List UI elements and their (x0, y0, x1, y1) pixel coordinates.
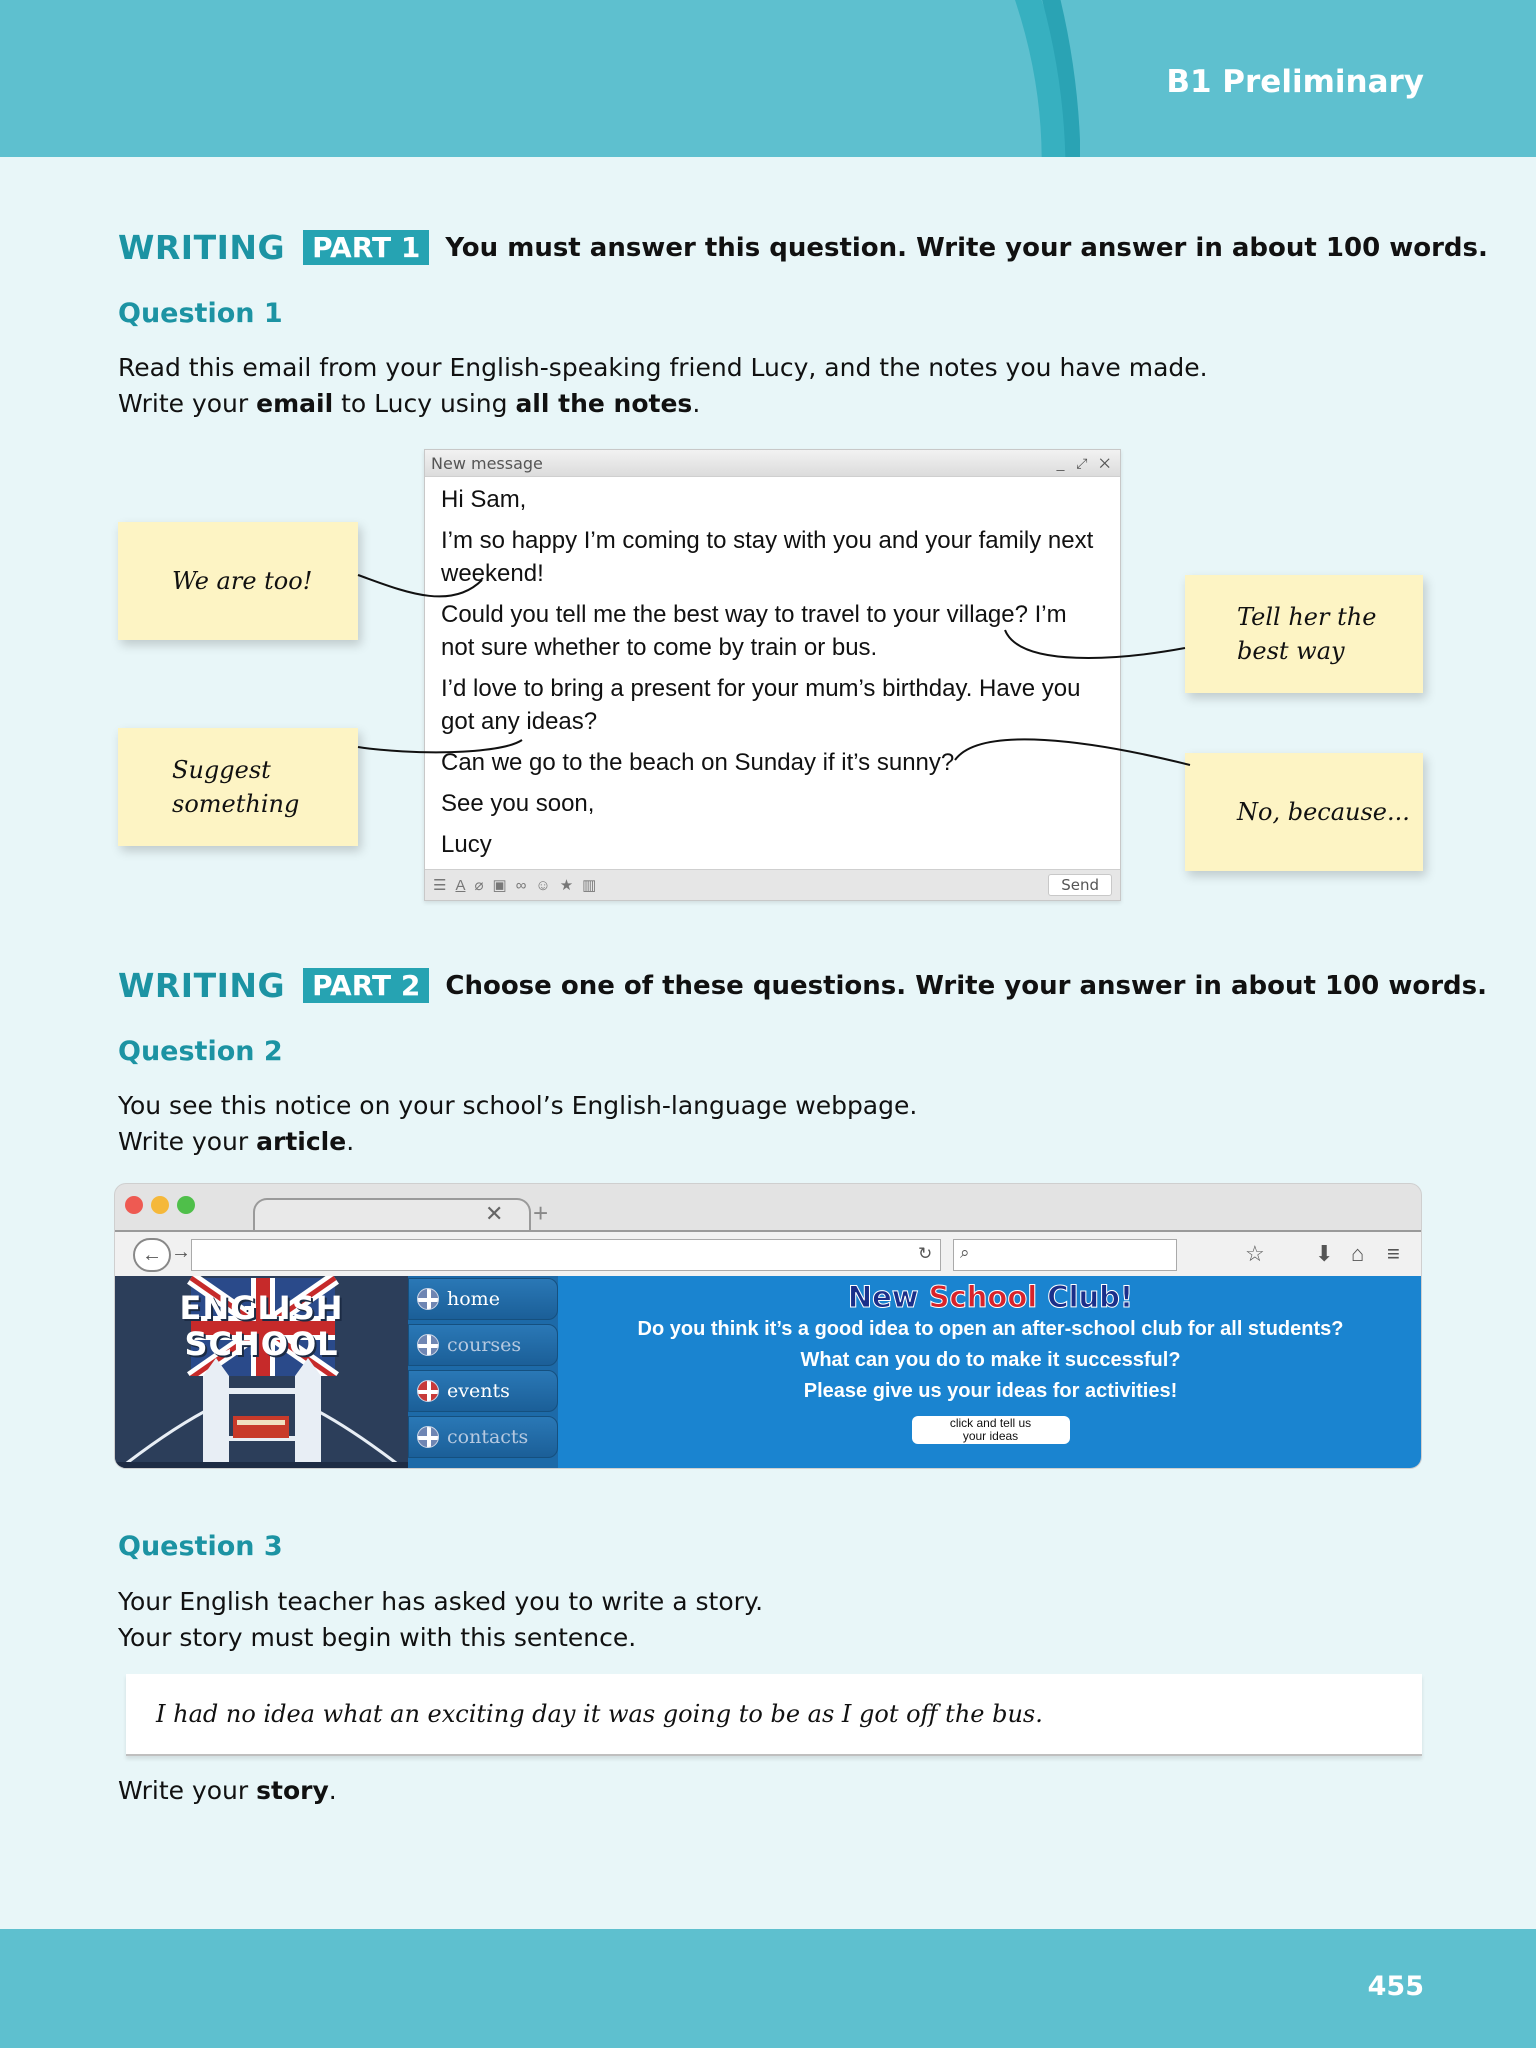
note-tell-her: Tell her the best way (1185, 575, 1423, 693)
email-toolbar (425, 869, 1120, 900)
question-2-line-1: You see this notice on your school’s English-language webpage. (118, 1091, 918, 1120)
footer-band (0, 1929, 1536, 2048)
minimize-window-dot[interactable] (151, 1196, 169, 1214)
trash-icon[interactable]: ▥ (582, 877, 597, 894)
question-2-line-2: Write your article. (118, 1127, 355, 1156)
new-tab-icon[interactable]: + (533, 1198, 549, 1228)
star-icon[interactable]: ★ (559, 877, 574, 894)
email-titlebar (425, 450, 1120, 477)
question-3-line-1: Your English teacher has asked you to write a story. (118, 1587, 764, 1616)
part2-writing-label: WRITING (118, 966, 286, 1005)
home-icon[interactable]: ⌂ (1351, 1241, 1365, 1266)
email-paragraph: Could you tell me the best way to travel to your village? I’m not sure whether to come by train or bus. (441, 601, 1067, 661)
browser-search-input[interactable] (953, 1239, 1177, 1271)
browser-nav-row (115, 1230, 1421, 1276)
page-number: 455 (1367, 1971, 1424, 2002)
url-input[interactable] (191, 1239, 941, 1271)
note-we-are-too: We are too! (118, 522, 358, 640)
story-opening-sentence: I had no idea what an exciting day it was going to be as I got off the bus. (126, 1674, 1422, 1756)
email-paragraph: See you soon, (441, 790, 595, 817)
flag-icon (417, 1426, 439, 1448)
question-1-line-1: Read this email from your English-speaking friend Lucy, and the notes you have made. (118, 353, 1208, 382)
search-icon: ⌕ (960, 1243, 970, 1262)
attach-icon[interactable]: ⌀ (474, 877, 484, 894)
question-1-line-2: Write your email to Lucy using all the notes. (118, 389, 701, 418)
question-3-instruction: Write your story. (118, 1776, 337, 1805)
part2-instruction: Choose one of these questions. Write your answer in about 100 words. (445, 970, 1487, 1001)
promo-title: New School Club! (847, 1280, 1134, 1314)
close-window-dot[interactable] (125, 1196, 143, 1214)
send-button[interactable]: Send (1048, 874, 1112, 896)
english-school-logo (115, 1276, 408, 1469)
promo-line: Do you think it’s a good idea to open an after-school club for all students? (637, 1318, 1344, 1340)
menu-item-events[interactable]: events (408, 1370, 558, 1412)
question-1-label: Question 1 (118, 298, 283, 329)
promo-banner (558, 1276, 1422, 1469)
bookmark-star-icon[interactable]: ☆ (1245, 1241, 1265, 1266)
tab-close-icon[interactable]: ✕ (485, 1201, 504, 1226)
email-paragraph: I’d love to bring a present for your mum’s birthday. Have you got any ideas? (441, 675, 1081, 735)
question-3-text (118, 1584, 763, 1656)
question-3-line-2: Your story must begin with this sentence. (118, 1623, 637, 1652)
header-title: B1 Preliminary (1166, 64, 1424, 100)
download-icon[interactable]: ⬇ (1315, 1241, 1334, 1266)
logo-text: ENGLISH SCHOOL (179, 1289, 344, 1363)
part1-writing-label: WRITING (118, 228, 286, 267)
menu-item-home[interactable]: home (408, 1278, 558, 1320)
email-paragraph: Lucy (441, 831, 492, 858)
promo-line: Please give us your ideas for activities! (803, 1380, 1178, 1402)
email-window-title: New message (431, 453, 543, 473)
browser-window (114, 1183, 1422, 1469)
promo-line: What can you do to make it successful? (800, 1349, 1181, 1371)
part1-instruction: You must answer this question. Write your answer in about 100 words. (445, 232, 1488, 263)
email-paragraph: Hi Sam, (441, 486, 527, 513)
text-format-icon[interactable]: A (455, 876, 466, 894)
reload-icon[interactable]: ↻ (918, 1244, 933, 1263)
email-window (424, 449, 1121, 901)
note-no-because: No, because... (1185, 753, 1423, 871)
part1-part-badge: PART 1 (303, 230, 429, 265)
maximize-window-dot[interactable] (177, 1196, 195, 1214)
header-swoosh-decoration (990, 0, 1080, 157)
question-3-label: Question 3 (118, 1531, 283, 1562)
part1-heading (118, 228, 1488, 267)
website-menu (408, 1276, 558, 1469)
menu-item-contacts[interactable]: contacts (408, 1416, 558, 1458)
part2-heading (118, 966, 1487, 1005)
click-and-tell-us-button[interactable]: click and tell us your ideas (912, 1416, 1070, 1444)
note-suggest: Suggest something (118, 728, 358, 846)
menu-item-courses[interactable]: courses (408, 1324, 558, 1366)
email-paragraph: I’m so happy I’m coming to stay with you and your family next weekend! (441, 527, 1094, 587)
question-2-text (118, 1088, 917, 1160)
header-band (0, 0, 1536, 157)
flag-icon (417, 1380, 439, 1402)
part2-part-badge: PART 2 (303, 968, 429, 1003)
emoji-icon[interactable]: ☺ (535, 876, 551, 894)
forward-arrow-icon[interactable]: → (171, 1241, 191, 1263)
link-icon[interactable]: ∞ (515, 876, 527, 894)
school-website (115, 1276, 1421, 1469)
menu-icon[interactable]: ☰ (433, 877, 447, 894)
back-arrow-icon[interactable]: ← (133, 1238, 171, 1272)
hamburger-menu-icon[interactable]: ≡ (1387, 1241, 1400, 1266)
question-2-label: Question 2 (118, 1036, 283, 1067)
email-paragraph: Can we go to the beach on Sunday if it’s sunny? (441, 749, 955, 776)
flag-icon (417, 1288, 439, 1310)
image-icon[interactable]: ▣ (492, 877, 507, 894)
email-body[interactable] (425, 477, 1120, 861)
question-1-text (118, 350, 1208, 422)
email-window-controls[interactable]: _ ⤢ ✕ (1056, 454, 1114, 471)
flag-icon (417, 1334, 439, 1356)
